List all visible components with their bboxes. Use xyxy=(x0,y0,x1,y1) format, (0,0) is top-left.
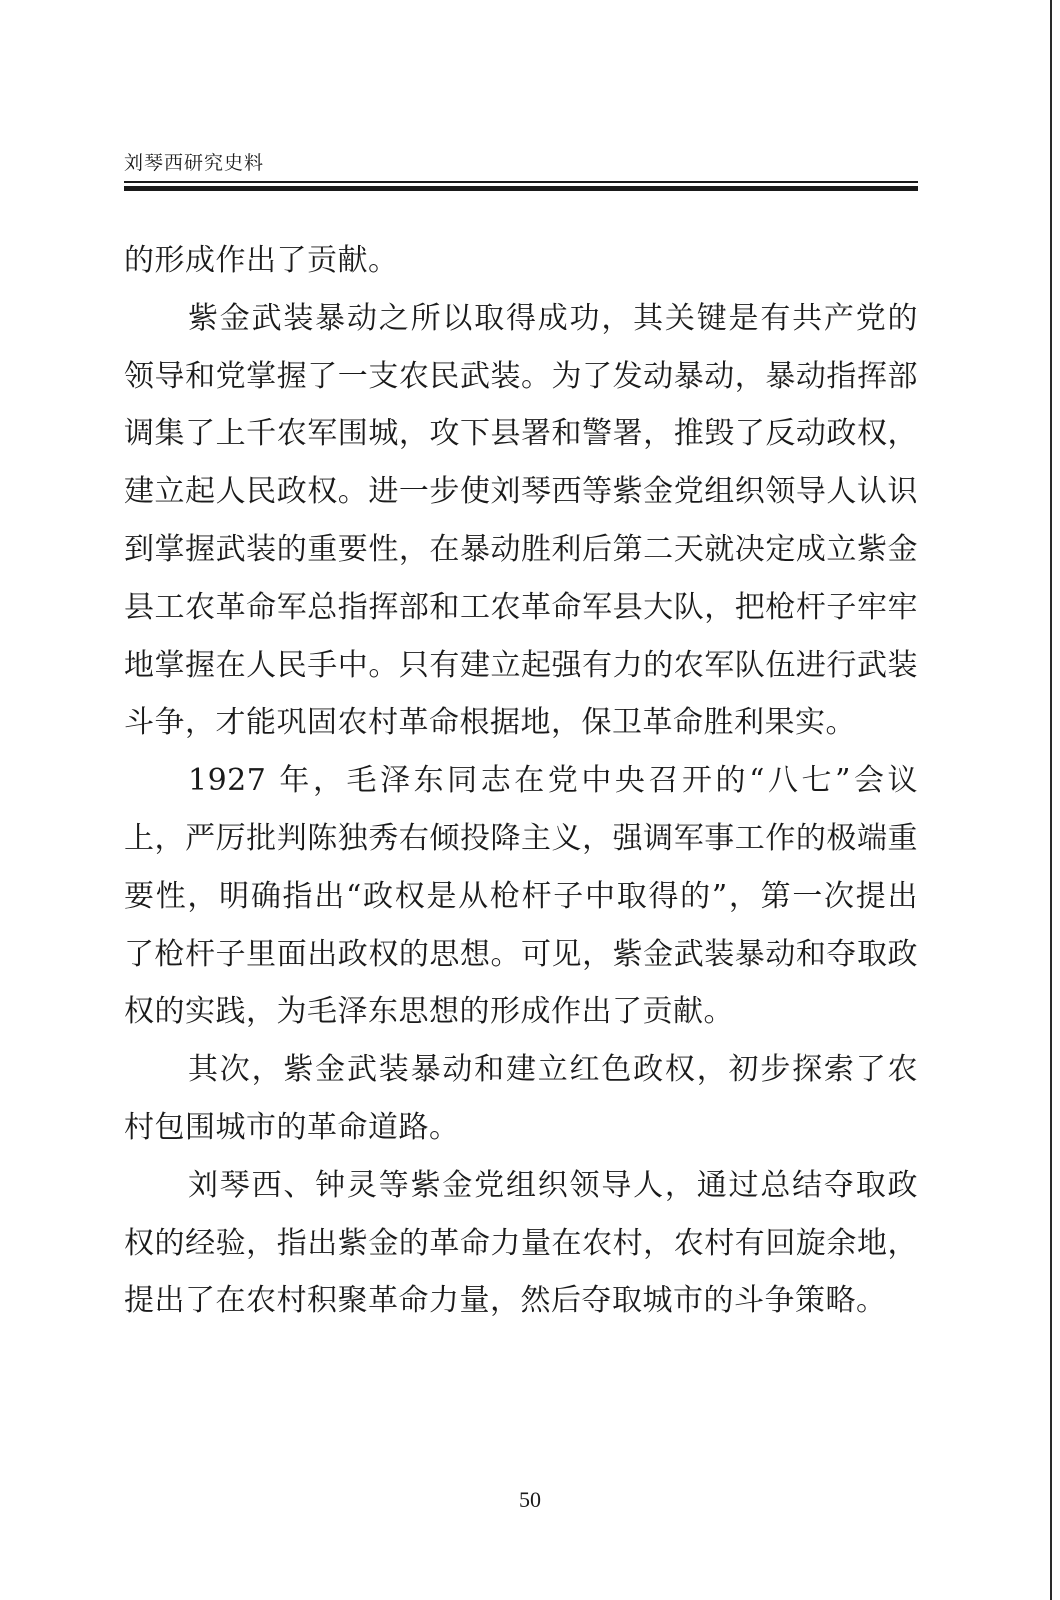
header-rule-thin xyxy=(124,181,918,183)
paragraph: 刘琴西、钟灵等紫金党组织领导人，通过总结夺取政权的经验，指出紫金的革命力量在农村，农村有回旋余地，提出了在农村积聚革命力量，然后夺取城市的斗争策略。 xyxy=(124,1167,918,1319)
running-header xyxy=(124,150,918,191)
paragraph: 其次，紫金武装暴动和建立红色政权，初步探索了农村包围城市的革命道路。 xyxy=(124,1052,918,1145)
page-edge-line xyxy=(1050,0,1052,1600)
paragraph: 紫金武装暴动之所以取得成功，其关键是有共产党的领导和党掌握了一支农民武装。为了发动暴动，暴动指挥部调集了上千农军围城，攻下县署和警署，推毁了反动政权，建立起人民政权。进一步使刘琴西等紫金党组织领导人认识到掌握武装的重要性，在暴动胜利后第二天就决定成立紫金县工农革命军总指挥部和工农革命军县大队，把枪杆子牢牢地掌握在人民手中。只有建立起强有力的农军队伍进行武装斗争，才能巩固农村革命根据地，保卫革命胜利果实。 xyxy=(124,300,918,741)
header-rule-thick xyxy=(124,186,918,191)
paragraph: 1927 年，毛泽东同志在党中央召开的“八七”会议上，严厉批判陈独秀右倾投降主义，强调军事工作的极端重要性，明确指出“政权是从枪杆子中取得的”，第一次提出了枪杆子里面出政权的思想。可见，紫金武装暴动和夺取政权的实践，为毛泽东思想的形成作出了贡献。 xyxy=(124,763,918,1030)
page-number: 50 xyxy=(519,1487,541,1512)
paragraph-continuation: 的形成作出了贡献。 xyxy=(124,243,399,278)
running-header-title: 刘琴西研究史料 xyxy=(124,152,265,174)
body-text xyxy=(124,232,918,1330)
